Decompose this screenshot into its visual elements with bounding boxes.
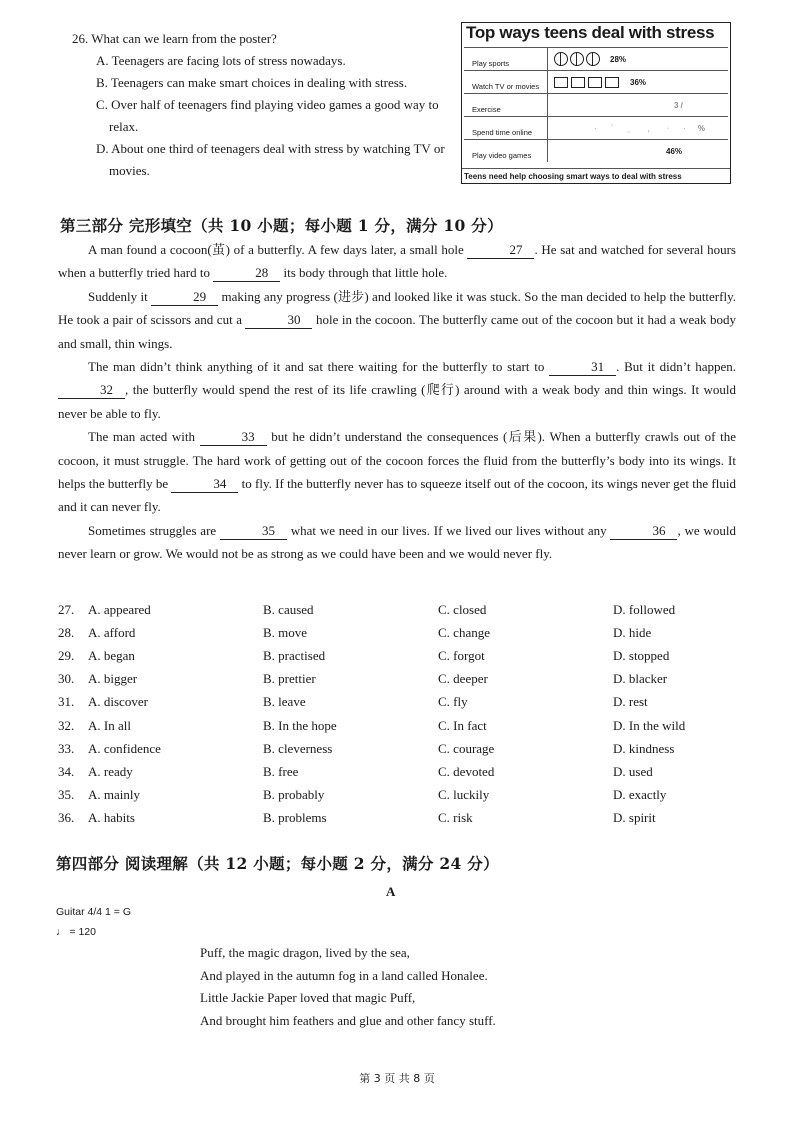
poster-row-percent: % (697, 123, 705, 133)
poster-row (464, 116, 728, 139)
poster-title: Top ways teens deal with stress (466, 23, 715, 42)
paragraph: Sometimes struggles are 35 what we need in our lives. If we lived our lives without any 36 , we would never learn or grow. We would not be as strong as we could have been and we would never fly. (58, 522, 736, 562)
poster-footer: Teens need help choosing smart ways to deal with stress (462, 168, 730, 181)
song-meta: Guitar 4/4 1 = G (56, 906, 131, 918)
page-number: 第 3 页 共 8 页 (359, 1072, 435, 1085)
blank-32: 32 (58, 382, 125, 399)
poster-row-percent: 46% (666, 146, 683, 156)
poster-row-visual: · ˋ ˎ ﹐ ᐧ · % (594, 123, 705, 133)
song-header (56, 902, 131, 942)
question-26 (72, 28, 452, 182)
blank-28: 28 (213, 265, 280, 282)
paragraph: Suddenly it 29 making any progress (进步) and looked like it was stuck. So the man decided to help the butterfly. He took a pair of scissors and cut a 30 hole in the cocoon. The butterfly came out of the cocoon but it had a weak body and small, thin wings. (58, 288, 736, 351)
poster-row-percent: 28% (610, 54, 627, 64)
poster-row-label: Spend time online (464, 117, 548, 139)
paragraph: A man found a cocoon(茧) of a butterfly. A few days later, a small hole 27 . He sat and watched for several hours when a butterfly tried hard to 28 its body through that little hole. (58, 242, 736, 281)
poster-row (464, 93, 728, 116)
choice-row: 35. A. mainly B. probably C. luckily D. exactly (58, 787, 667, 803)
lyric-line: Puff, the magic dragon, lived by the sea, (200, 945, 410, 960)
poster-row (464, 70, 728, 93)
choice-row: 29. A. began B. practised C. forgot D. stopped (58, 647, 670, 663)
blank-27: 27 (467, 242, 534, 259)
basketball-icon (554, 52, 568, 66)
lyrics (200, 942, 496, 1032)
blank-30: 30 (245, 312, 312, 329)
poster-row-label: Play sports (464, 48, 548, 70)
tv-icon (605, 77, 619, 88)
blank-33: 33 (200, 429, 267, 446)
option-b: B. Teenagers can make smart choices in dealing with stress. (96, 75, 408, 90)
lyric-line: And played in the autumn fog in a land called Honalee. (200, 967, 488, 983)
paragraph: The man didn’t think anything of it and sat there waiting for the butterfly to start to 31 . But it didn’t happen. 32 , the butterfly would spend the rest of its life crawling (爬行) around with a weak body and thin wings. It would never be able to fly. (58, 359, 736, 421)
section-4-heading: 第四部分 阅读理解（共 12 小题；每小题 2 分，满分 24 分） (56, 854, 499, 873)
poster-grid (464, 47, 728, 162)
choice-row: 33. A. confidence B. cleverness C. courage D. kindness (58, 740, 675, 756)
tv-icon (588, 77, 602, 88)
choice-row: 32. A. In all B. In the hope C. In fact D. In the wild (58, 717, 686, 733)
lyric-line: Little Jackie Paper loved that magic Puff, (200, 990, 416, 1005)
lyric-line: And brought him feathers and glue and other fancy stuff. (200, 1012, 496, 1028)
poster-row-visual (548, 147, 728, 156)
basketball-icon (570, 52, 584, 66)
blank-36: 36 (610, 523, 677, 540)
poster-row-label: Watch TV or movies (464, 71, 548, 93)
section-3-heading: 第三部分 完形填空（共 10 小题；每小题 1 分，满分 10 分） (60, 216, 503, 235)
blank-34: 34 (171, 476, 238, 493)
choice-row: 30. A. bigger B. prettier C. deeper D. blacker (58, 671, 668, 687)
blank-29: 29 (151, 289, 218, 306)
poster-row-visual (548, 77, 728, 88)
choice-row: 34. A. ready B. free C. devoted D. used (58, 763, 653, 779)
basketball-icon (586, 52, 600, 66)
question-stem: 26. What can we learn from the poster? (72, 31, 277, 46)
choice-list (58, 598, 748, 830)
paragraph: The man acted with 33 but he didn’t understand the consequences (后果). When a butterfly crawls out of the cocoon, it must struggle. The hard work of getting out of the cocoon forces the fluid from the butterfly’s body into its wings. It helps the butterfly be 34 to fly. If the butterfly never has to squeeze itself out of the cocoon, its wings never get the fluid and it can never fly. (58, 429, 736, 515)
poster-row (464, 139, 728, 162)
song-tempo: ♩ = 120 (56, 926, 96, 938)
option-c: C. Over half of teenagers find playing video games a good way to relax. (96, 97, 439, 134)
choice-row: 31. A. discover B. leave C. fly D. rest (58, 694, 648, 710)
choice-row: 27. A. appeared B. caused C. closed D. followed (58, 601, 676, 617)
blank-35: 35 (220, 523, 287, 540)
poster-row-percent: 36% (630, 77, 647, 87)
tv-icon (554, 77, 568, 88)
passage-letter: A (386, 884, 396, 899)
option-d: D. About one third of teenagers deal with stress by watching TV or movies. (96, 141, 445, 178)
blank-31: 31 (549, 359, 616, 376)
poster-row-label: Play video games (464, 140, 548, 162)
stress-poster (461, 22, 731, 184)
poster-row-visual (548, 101, 728, 110)
poster-row (464, 47, 728, 70)
option-a: A. Teenagers are facing lots of stress nowadays. (96, 53, 346, 68)
poster-row-label: Exercise (464, 94, 548, 116)
choice-row: 28. A. afford B. move C. change D. hide (58, 624, 652, 640)
poster-row-percent: 3 / (674, 100, 683, 110)
tv-icon (571, 77, 585, 88)
choice-row: 36. A. habits B. problems C. risk D. spirit (58, 810, 656, 826)
cloze-passage (58, 238, 736, 566)
poster-row-visual (548, 52, 728, 66)
